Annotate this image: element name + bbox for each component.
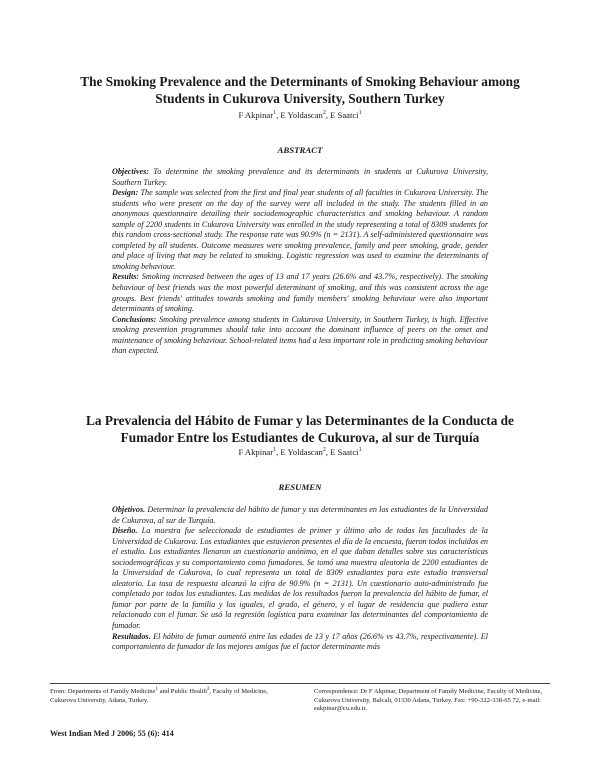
spanish-title-line2: Fumador Entre los Estudiantes de Cukurova, al sur de Turquía [120, 430, 480, 445]
correspondence-footnote: Correspondence: Dr F Akpinar, Department of Family Medicine, Faculty of Medicine, Cukurova University, Balcali, 01330 Adana, Turkey. Fax: +90-322-338-65 72, e-mail: eakpinar@cu.edu.tr. [314, 688, 543, 713]
objetivos-paragraph [112, 505, 488, 526]
english-authors: F Akpinar$^1$, E Yoldascan$^2$, E Saatci$^1$ [238, 110, 362, 120]
author-name: E Saatci [330, 110, 359, 120]
affiliation-text: From: Departments of Family Medicine [50, 688, 156, 695]
english-abstract [112, 167, 488, 357]
objectives-text: To determine the smoking prevalence and its determinants in students at Cukurova University, Southern Turkey. [112, 167, 488, 187]
spanish-authors: F Akpinar$^1$, E Yoldascan$^2$, E Saatci$^1$ [238, 447, 362, 457]
resultados-text: El hábito de fumar aumentó entre las edades de 13 y 17 años (26.6% vs 43.7%, respectivamente). El comportamiento de fumador de los mejores amigos fue el factor determinante más [112, 631, 488, 652]
design-text: The sample was selected from the first and final year students of all faculties in Cukurova University. The students who were present on the day of the survey were all included in the study. The students filled in an anonymous questionnaire detailing their sociodemographic characteristics and smoking behaviour. A random sample of 2200 students in Cukurova University was enrolled in the study representing a total of 8309 students for this random cross-sectional study. The response rate was 90.9% (n = 2131). A self-administered questionnaire was completed by all students. Outcome measures were smoking prevalence, family and peer smoking, grade, gender and place of living that may be related to smoking. Logistic regression was used to examine the determinants of smoking behaviour. [112, 188, 488, 271]
english-title [60, 73, 540, 107]
conclusions-text: Smoking prevalence among students in Cukurova University, in Southern Turkey, is high. Effective smoking prevention programmes should take into account the dominant influence of peers on the onset and maintenance of smoking behaviour. School-related items had a less important role in predicting smoking behaviour than expected. [112, 314, 488, 356]
affiliation-mark: 2 [322, 447, 326, 454]
objetivos-text: Determinar la prevalencia del hábito de fumar y sus determinantes en los estudiantes de la Universidad de Cukurova, al sur de Turquía. [112, 505, 488, 525]
affiliation-mark: 1 [273, 447, 277, 454]
affiliation-text: , Faculty of Medicine, Cukurova University, Adana, Turkey. [50, 688, 268, 704]
design-paragraph [112, 188, 488, 272]
spanish-title [60, 412, 540, 446]
affiliation-mark: 1 [155, 686, 158, 692]
journal-citation: West Indian Med J 2006; 55 (6): 414 [50, 729, 174, 738]
results-text: Smoking increased between the ages of 13 and 17 years (26.6% and 43.7%, respectively). The smoking behaviour of best friends was the most powerful determinant of smoking, and this was consistent across the age groups. Best friends' attitudes towards smoking and family members' smoking behaviour were also important determinants of smoking. [112, 272, 488, 314]
author-name: E Saatci [330, 447, 359, 457]
english-title-line2: Students in Cukurova University, Southern Turkey [155, 91, 445, 106]
affiliation-mark: 2 [206, 686, 210, 692]
affiliation-footnote [50, 688, 286, 705]
affiliation-mark: 1 [358, 110, 362, 117]
design-label: Design: [112, 188, 139, 198]
diseno-label: Diseño. [112, 526, 138, 536]
resultados-label: Resultados. [112, 631, 151, 641]
objectives-label: Objectives: [112, 167, 149, 176]
resumen-heading: RESUMEN [278, 482, 322, 492]
footnote-divider [50, 683, 550, 684]
conclusions-label: Conclusions: [112, 314, 157, 324]
author-name: E Yoldascan [280, 447, 323, 457]
spanish-title-line1: La Prevalencia del Hábito de Fumar y las Determinantes de la Conducta de [86, 413, 514, 428]
author-name: F Akpinar [238, 447, 274, 457]
affiliation-mark: 1 [273, 110, 277, 117]
affiliation-mark: 2 [322, 110, 326, 117]
author-name: E Yoldascan [280, 110, 323, 120]
abstract-heading: ABSTRACT [277, 145, 323, 155]
conclusions-paragraph [112, 315, 488, 357]
english-title-line1: The Smoking Prevalence and the Determinants of Smoking Behaviour among [80, 74, 520, 89]
spanish-abstract [112, 505, 488, 653]
diseno-paragraph [112, 526, 488, 631]
results-label: Results: [112, 272, 140, 282]
resultados-paragraph [112, 632, 488, 653]
objectives-paragraph [112, 167, 488, 188]
author-name: F Akpinar [238, 110, 274, 120]
results-paragraph [112, 272, 488, 314]
affiliation-mark: 1 [358, 447, 362, 454]
objetivos-label: Objetivos. [112, 505, 146, 514]
diseno-text: La muestra fue seleccionada de estudiantes de primer y último año de todas las facultades de la Universidad de Cukurova. Los estudiantes que estuvieron presentes el día de la encuesta, fueron todos incluidos en el estudio. Los estudiantes llenaron un cuestionario anónimo, en el que daban detalles sobre sus características sociodemográficas y su comportamiento como fumadores. Se tomó una muestra aleatoria de 2200 estudiantes de la Universidad de Cukurova, lo cual representa un total de 8309 estudiantes para este estudio transversal aleatorio. La tasa de respuesta alcanzó la cifra de 90.9% (n = 2131). Un cuestionario auto-administrado fue completado por todos los estudiantes. Las medidas de los resultados fueron la prevalencia del hábito de fumar, el fumar por parte de la familia y los iguales, el grado, el género, y el lugar de residencia que pudiera estar relacionado con el fumar. Se usó la regresión logística para examinar las determinantes del comportamiento de fumador. [112, 526, 488, 631]
affiliation-text: and Public Health [157, 688, 207, 695]
